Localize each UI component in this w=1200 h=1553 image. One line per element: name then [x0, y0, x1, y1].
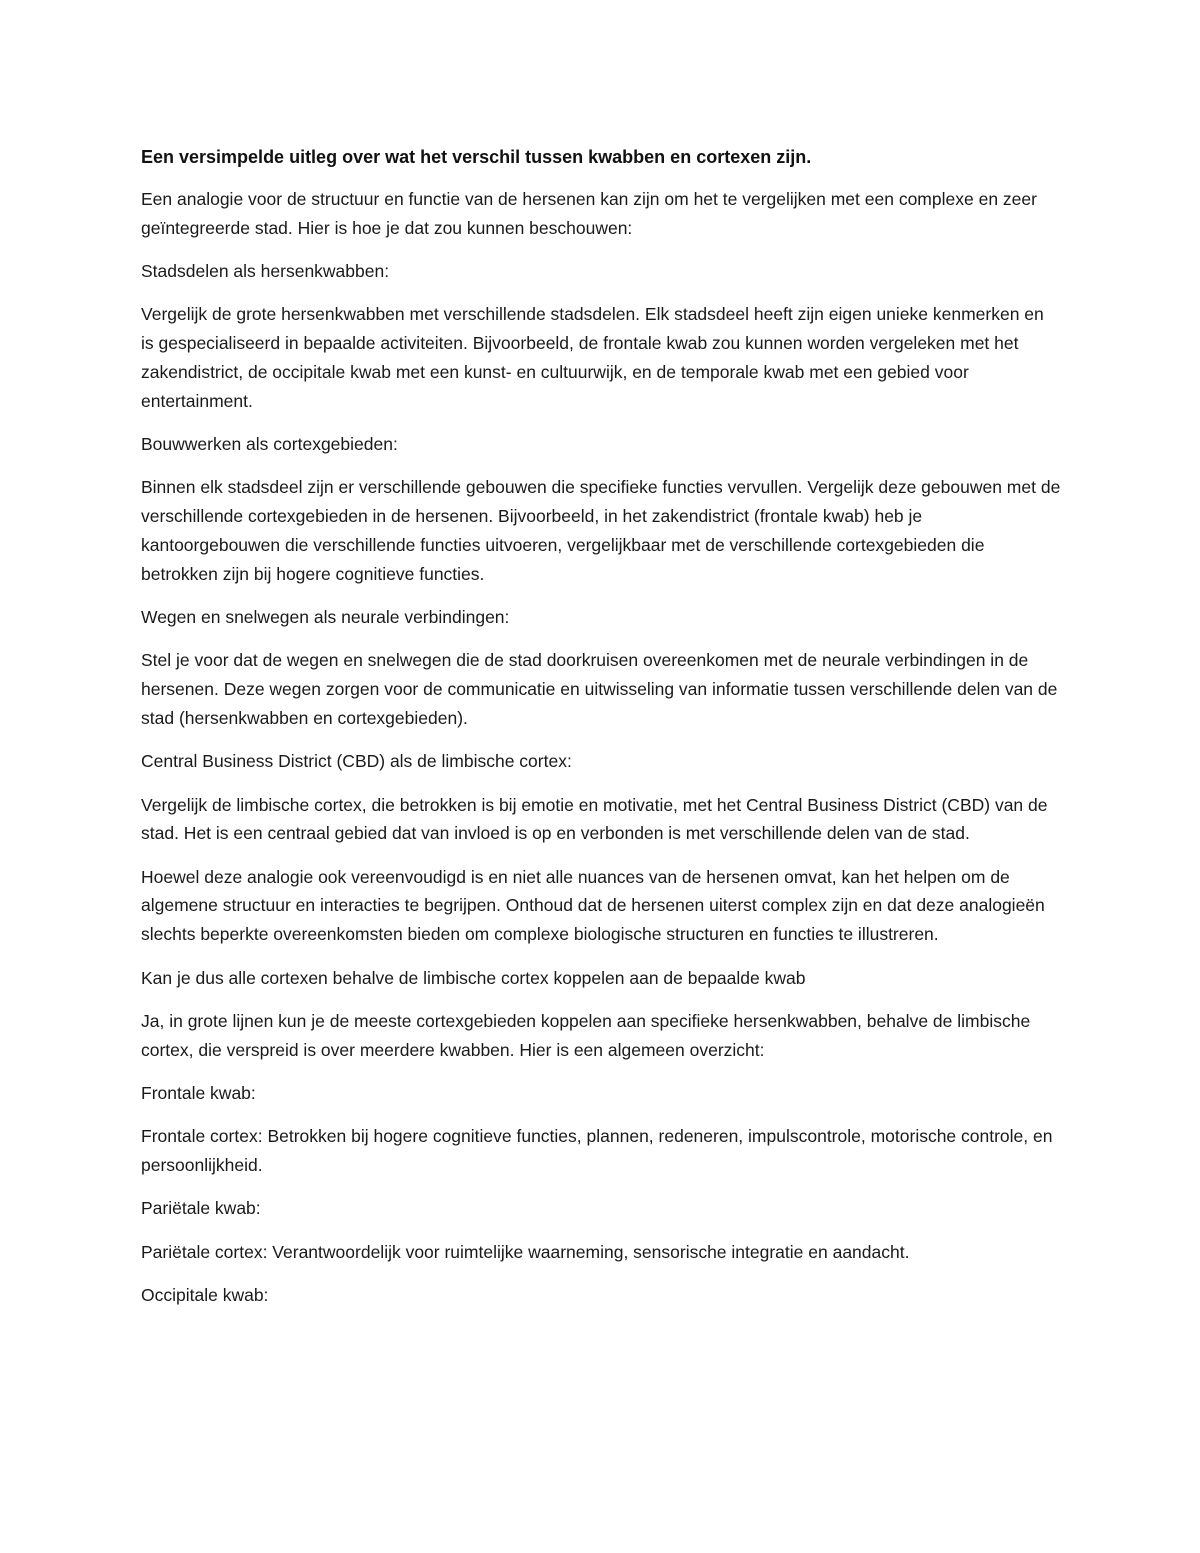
paragraph-intro: Een analogie voor de structuur en functie van de hersenen kan zijn om het te vergelijken met een complexe en zeer geïntegreerde stad. Hier is hoe je dat zou kunnen beschouwen: — [141, 189, 1037, 238]
paragraph-answer: Ja, in grote lijnen kun je de meeste cortexgebieden koppelen aan specifieke hersenkwabben, behalve de limbische cortex, die verspreid is over meerdere kwabben. Hier is een algemeen overzicht: — [141, 1010, 1031, 1060]
heading-parietale-kwab: Pariëtale kwab: — [141, 1198, 261, 1219]
heading-wegen: Wegen en snelwegen als neurale verbindingen: — [141, 607, 510, 628]
document-body — [141, 143, 1061, 1324]
paragraph-frontale-cortex: Frontale cortex: Betrokken bij hogere cognitieve functies, plannen, redeneren, impulscontrole, motorische controle, en persoonlijkheid. — [141, 1126, 1053, 1176]
paragraph-cbd: Vergelijk de limbische cortex, die betrokken is bij emotie en motivatie, met het Central Business District (CBD) van de stad. Het is een centraal gebied dat van invloed is op en verbonden is met verschillende delen van de stad. — [141, 794, 1048, 844]
paragraph-question: Kan je dus alle cortexen behalve de limbische cortex koppelen aan de bepaalde kwab — [141, 967, 806, 988]
paragraph-parietale-cortex: Pariëtale cortex: Verantwoordelijk voor ruimtelijke waarneming, sensorische integratie en aandacht. — [141, 1241, 910, 1262]
document-title: Een versimpelde uitleg over wat het verschil tussen kwabben en cortexen zijn. — [141, 147, 812, 167]
paragraph-wegen: Stel je voor dat de wegen en snelwegen die de stad doorkruisen overeenkomen met de neurale verbindingen in de hersenen. Deze wegen zorgen voor de communicatie en uitwisseling van informatie tussen verschillende delen van de stad (hersenkwabben en cortexgebieden). — [141, 650, 1058, 728]
heading-stadsdelen: Stadsdelen als hersenkwabben: — [141, 261, 390, 282]
paragraph-bouwwerken: Binnen elk stadsdeel zijn er verschillende gebouwen die specifieke functies vervullen. Vergelijk deze gebouwen met de verschillende cortexgebieden in de hersenen. Bijvoorbeeld, in het zakendistrict (frontale kwab) heb je kantoorgebouwen die verschillende functies uitvoeren, vergelijkbaar met de verschillende cortexgebieden die betrokken zijn bij hogere cognitieve functies. — [141, 477, 1061, 584]
heading-bouwwerken: Bouwwerken als cortexgebieden: — [141, 434, 398, 455]
heading-occipitale-kwab: Occipitale kwab: — [141, 1284, 269, 1305]
paragraph-conclusion: Hoewel deze analogie ook vereenvoudigd is en niet alle nuances van de hersenen omvat, kan het helpen om de algemene structuur en interacties te begrijpen. Onthoud dat de hersenen uiterst complex zijn en dat deze analogieën slechts beperkte overeenkomsten bieden om complexe biologische structuren en functies te illustreren. — [141, 866, 1045, 945]
heading-frontale-kwab: Frontale kwab: — [141, 1082, 256, 1103]
heading-cbd: Central Business District (CBD) als de limbische cortex: — [141, 751, 572, 772]
paragraph-stadsdelen: Vergelijk de grote hersenkwabben met verschillende stadsdelen. Elk stadsdeel heeft zijn eigen unieke kenmerken en is gespecialiseerd in bepaalde activiteiten. Bijvoorbeeld, de frontale kwab zou kunnen worden vergeleken met het zakendistrict, de occipitale kwab met een kunst- en cultuurwijk, en de temporale kwab met een gebied voor entertainment. — [141, 304, 1044, 411]
